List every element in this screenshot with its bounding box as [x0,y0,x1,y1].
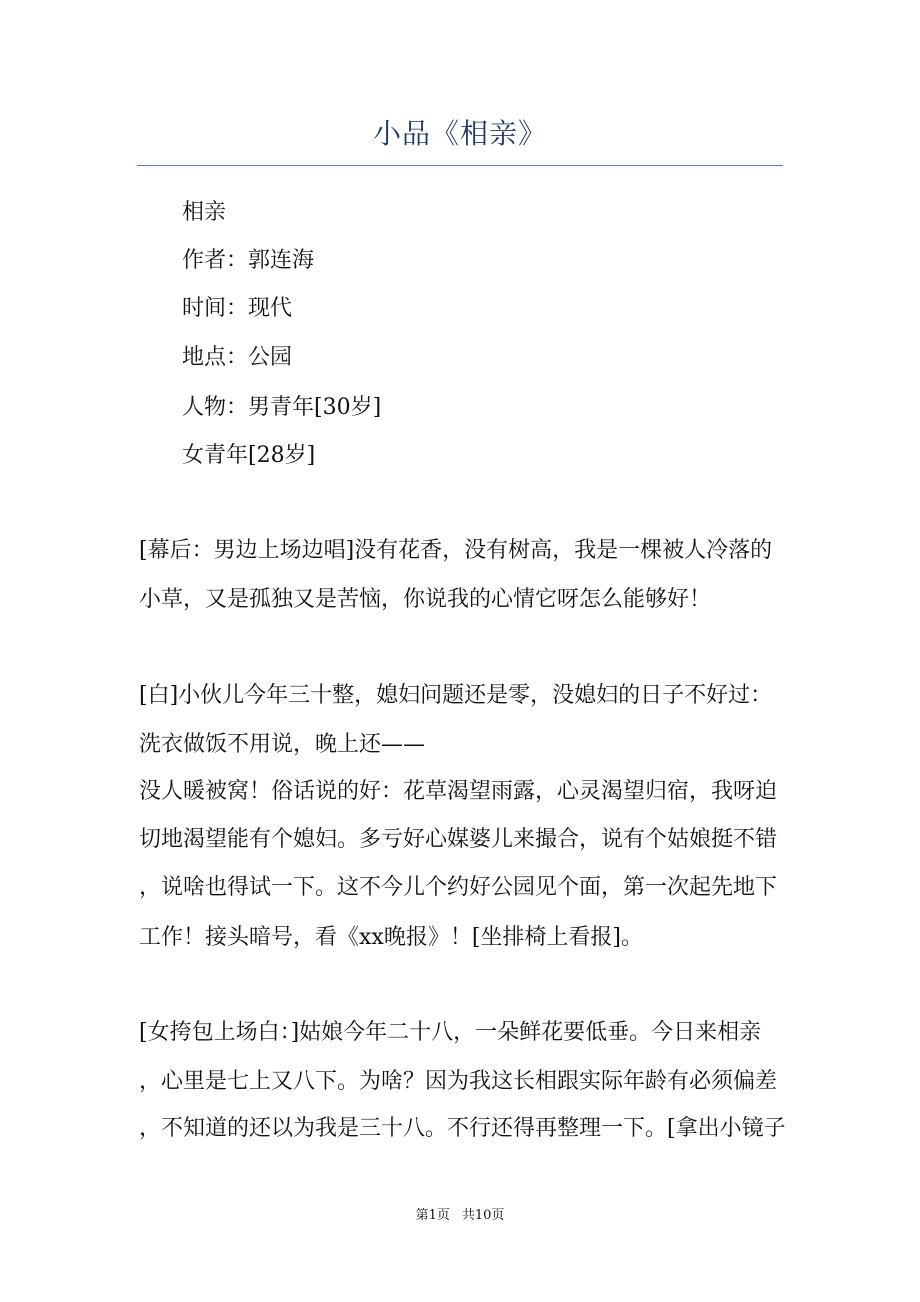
page-footer [0,1206,920,1226]
paragraph-2-line-4: 切地渴望能有个媳妇。多亏好心媒婆儿来撮合，说有个姑娘挺不错 [139,827,778,852]
page-title: 小品《相亲》 [372,117,547,150]
paragraph-2-line-5: ，说啥也得试一下。这不今儿个约好公园见个面，第一次起先地下 [139,875,778,900]
paragraph-1-line-2: 小草，又是孤独又是苦恼，你说我的心情它呀怎么能够好！ [139,587,712,612]
meta-line-place: 地点：公园 [182,345,293,370]
paragraph-3-line-2: ，心里是七上又八下。为啥？因为我这长相跟实际年龄有必须偏差 [139,1069,778,1094]
meta-line-characters-cont: 女青年[28岁] [182,443,316,468]
paragraph-3-line-1: [女挎包上场白：]姑娘今年二十八，一朵鲜花要低垂。今日来相亲 [139,1020,762,1045]
paragraph-2-line-1: [白]小伙儿今年三十整，媳妇问题还是零，没媳妇的日子不好过： [139,683,773,708]
meta-line-heading: 相亲 [182,200,227,225]
paragraph-1-line-1: [幕后：男边上场边唱]没有花香，没有树高，我是一棵被人冷落的 [139,538,773,563]
paragraph-2-line-2: 洗衣做饭不用说，晚上还—— [139,732,426,757]
meta-line-time: 时间：现代 [182,296,293,321]
paragraph-2-line-6: 工作！接头暗号，看《xx晚报》！[坐排椅上看报]。 [139,925,643,950]
paragraph-3-line-3: ，不知道的还以为我是三十八。不行还得再整理一下。[拿出小镜子 [139,1116,786,1141]
page-number: 第1页 [415,1208,450,1223]
page-total: 共10页 [461,1208,505,1223]
meta-line-characters: 人物：男青年[30岁] [182,395,382,420]
title-divider [137,165,783,166]
paragraph-2-line-3: 没人暖被窝！俗话说的好：花草渴望雨露，心灵渴望归宿，我呀迫 [139,779,778,804]
meta-line-author: 作者：郭连海 [182,248,315,273]
